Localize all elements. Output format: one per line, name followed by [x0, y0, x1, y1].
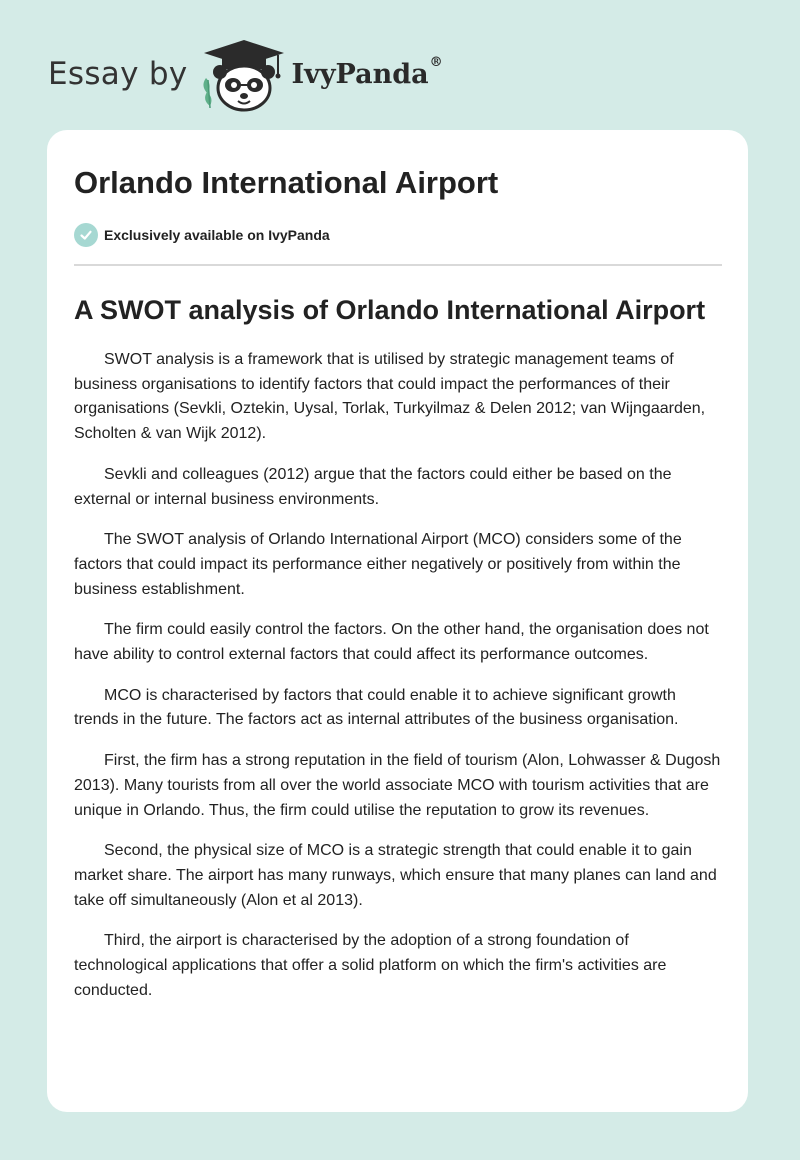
section-heading: A SWOT analysis of Orlando International Airport	[74, 295, 706, 325]
panda-logo-icon	[198, 36, 290, 112]
paragraph: Third, the airport is characterised by the adoption of a strong foundation of technological applications that offer a solid platform on which the firm's activities are conducted.	[74, 932, 667, 999]
brand-prefix: Essay by	[48, 56, 188, 92]
site-brand[interactable]	[48, 36, 443, 112]
paragraph: The firm could easily control the factors. On the other hand, the organisation does not have ability to control external factors that could affect its performance outcomes.	[74, 621, 709, 664]
article-body	[74, 348, 722, 1003]
paragraph: First, the firm has a strong reputation in the field of tourism (Alon, Lohwasser & Dugosh 2013). Many tourists from all over the world associate MCO with tourism activities that are unique in Orlando. Thus, the firm could utilise the reputation to grow its revenues.	[74, 752, 721, 819]
divider	[74, 264, 722, 266]
checkmark-icon	[74, 223, 98, 247]
brand-name: IvyPanda®	[291, 54, 443, 90]
registered-mark: ®	[429, 54, 443, 70]
exclusive-label: Exclusively available on IvyPanda	[104, 227, 330, 243]
paragraph: SWOT analysis is a framework that is utilised by strategic management teams of business organisations to identify factors that could impact the performances of their organisations (Sevkli, Oztekin, Uysal, Torlak, Turkyilmaz & Delen 2012; van Wijngaarden, Scholten & van Wijk 2012).	[74, 351, 706, 443]
paragraph: The SWOT analysis of Orlando International Airport (MCO) considers some of the factors that could impact its performance either negatively or positively from within the business establishment.	[74, 531, 682, 598]
paragraph: MCO is characterised by factors that could enable it to achieve significant growth trends in the future. The factors act as internal attributes of the business organisation.	[74, 686, 679, 729]
exclusive-badge	[74, 222, 722, 248]
paragraph: Sevkli and colleagues (2012) argue that the factors could either be based on the external or internal business environments.	[74, 465, 672, 508]
article-card	[47, 130, 748, 1112]
page-title: Orlando International Airport	[74, 165, 499, 200]
paragraph: Second, the physical size of MCO is a strategic strength that could enable it to gain market share. The airport has many runways, which ensure that many planes can land and take off simultaneously (Alon et al 2013).	[74, 842, 717, 909]
